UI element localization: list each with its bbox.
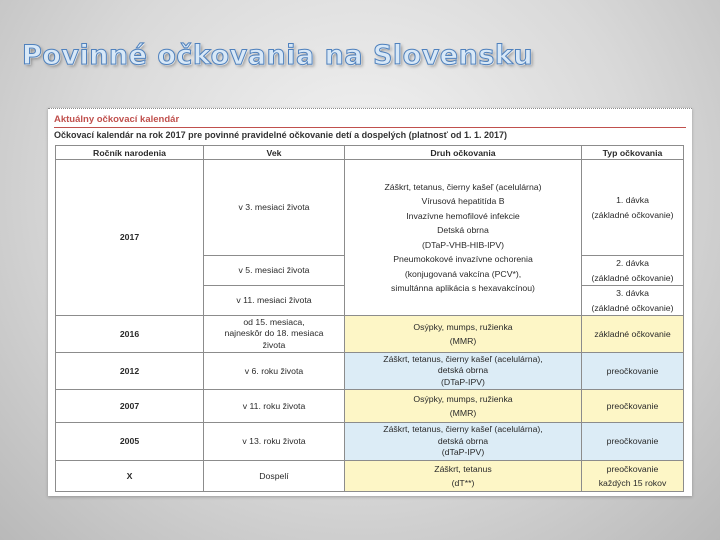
document-heading: Očkovací kalendár na rok 2017 pre povinné pravidelné očkovanie detí a dospelých (platnosť od 1. 1. 2017) [54, 130, 507, 140]
table-row [56, 461, 684, 492]
column-header-age: Vek [204, 146, 345, 160]
vaccine-line: Záškrt, tetanus, čierny kašeľ (acelulárna), [383, 353, 543, 364]
cell-type [582, 256, 684, 286]
cell-vaccine [345, 353, 582, 390]
type-line: (základné očkovanie) [591, 272, 674, 283]
cell-type [582, 286, 684, 316]
vaccination-calendar-document [48, 108, 692, 496]
age-line: najneskôr do 18. mesiaca [224, 328, 324, 339]
cell-vaccine [345, 461, 582, 492]
cell-age: v 6. roku života [204, 353, 345, 390]
vaccine-line: Záškrt, tetanus [434, 463, 492, 474]
cell-type: preočkovanie [582, 353, 684, 390]
table-row [56, 316, 684, 353]
table-row [56, 390, 684, 423]
cell-vaccine [345, 390, 582, 423]
vaccine-line: Detská obrna [437, 225, 489, 235]
cell-year: 2016 [56, 316, 204, 353]
cell-vaccine [345, 316, 582, 353]
type-line: 2. dávka [616, 258, 649, 268]
cell-year: 2007 [56, 390, 204, 423]
top-dotted-rule [48, 108, 692, 109]
document-subtitle: Aktuálny očkovací kalendár [54, 114, 180, 125]
cell-age: v 13. roku života [204, 423, 345, 461]
type-line: preočkovanie [606, 463, 659, 474]
vaccine-line: (dTaP-IPV) [441, 447, 485, 458]
vaccine-line: (MMR) [449, 336, 477, 346]
vaccine-line: Pneumokokové invazívne ochorenia [393, 254, 533, 264]
cell-type: základné očkovanie [582, 316, 684, 353]
vaccine-line: Osýpky, mumps, ružienka [413, 321, 513, 332]
type-line: 3. dávka [616, 288, 649, 298]
cell-year: 2012 [56, 353, 204, 390]
cell-age: v 5. mesiaci života [204, 256, 345, 286]
age-line: života [262, 339, 286, 350]
vaccine-line: detská obrna [437, 365, 489, 376]
cell-year: 2017 [56, 160, 204, 316]
cell-age: v 11. mesiaci života [204, 286, 345, 316]
cell-type: preočkovanie [582, 390, 684, 423]
cell-year: X [56, 461, 204, 492]
vaccine-line: Invazívne hemofilové infekcie [406, 210, 520, 221]
vaccine-line: (dT**) [451, 478, 475, 488]
cell-vaccine [345, 160, 582, 316]
cell-type [582, 461, 684, 492]
cell-vaccine [345, 423, 582, 461]
type-line: (základné očkovanie) [591, 209, 674, 220]
cell-type: preočkovanie [582, 423, 684, 461]
vaccine-line: (konjugovaná vakcína (PCV*), [404, 268, 522, 279]
vaccine-line: simultánna aplikácia s hexavakcínou) [391, 283, 535, 293]
subtitle-underline [54, 127, 686, 128]
vaccine-line: Záškrt, tetanus, čierny kašeľ (acelulárna), [383, 424, 543, 435]
type-line: (základné očkovanie) [591, 302, 674, 313]
age-line: od 15. mesiaca, [243, 316, 305, 327]
column-header-type: Typ očkovania [582, 146, 684, 160]
vaccine-line: (DTaP-VHB-HIB-IPV) [421, 239, 505, 250]
vaccine-line: Záškrt, tetanus, čierny kašeľ (acelulárna) [384, 181, 542, 192]
type-line: 1. dávka [616, 195, 649, 205]
cell-age: v 3. mesiaci života [204, 160, 345, 256]
vaccine-line: Osýpky, mumps, ružienka [413, 393, 513, 404]
slide-title: Povinné očkovania na Slovensku [22, 40, 534, 71]
type-line: každých 15 rokov [598, 478, 667, 488]
cell-age: Dospelí [204, 461, 345, 492]
cell-year: 2005 [56, 423, 204, 461]
vaccination-table [55, 145, 684, 492]
table-row [56, 160, 684, 256]
cell-age: v 11. roku života [204, 390, 345, 423]
vaccine-line: (DTaP-IPV) [441, 376, 485, 387]
cell-age [204, 316, 345, 353]
table-header-row [56, 146, 684, 160]
vaccine-line: detská obrna [437, 435, 489, 446]
cell-type [582, 160, 684, 256]
vaccine-line: (MMR) [449, 408, 477, 418]
column-header-birth-year: Ročník narodenia [56, 146, 204, 160]
vaccine-line: Vírusová hepatitída B [421, 196, 505, 206]
table-row [56, 423, 684, 461]
column-header-vaccine: Druh očkovania [345, 146, 582, 160]
table-row [56, 353, 684, 390]
